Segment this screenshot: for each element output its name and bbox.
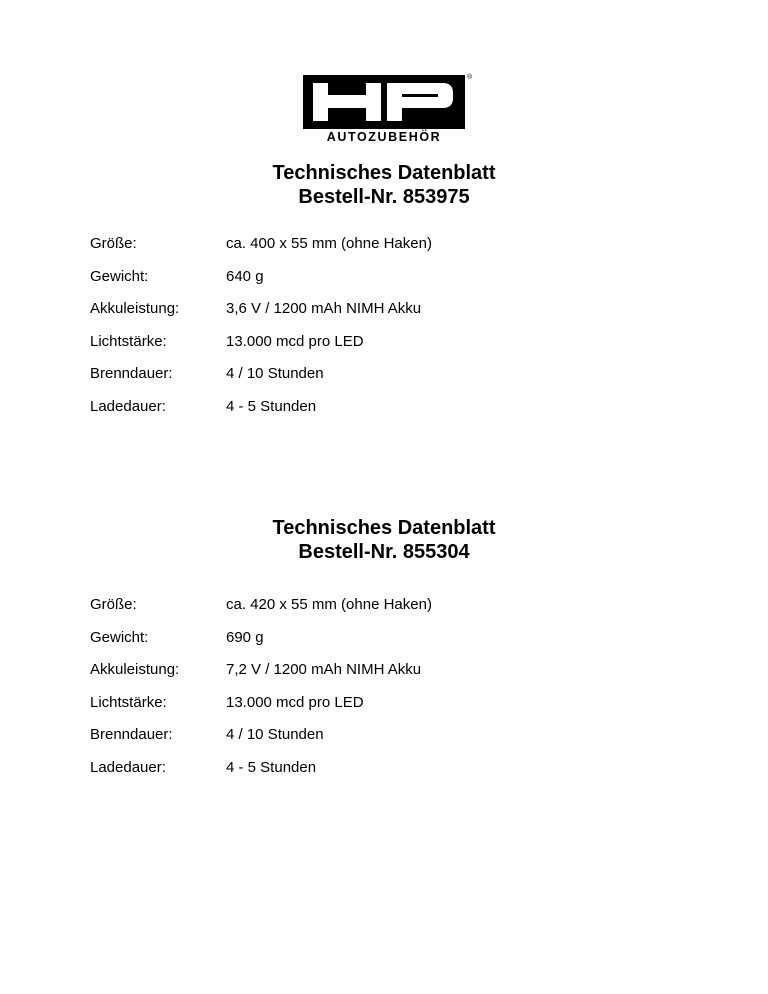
registered-mark: ® [467, 74, 473, 81]
hp-logo [303, 75, 473, 145]
spec-label: Ladedauer: [90, 397, 166, 415]
spec-row-size [90, 235, 690, 268]
spec-value: 640 g [226, 267, 264, 285]
sheet-2-order-number: Bestell-Nr. 855304 [298, 541, 470, 563]
spec-label: Größe: [90, 235, 137, 252]
spec-row-size [90, 596, 690, 629]
spec-label: Größe: [90, 596, 137, 613]
sheet-2-heading [0, 516, 768, 564]
spec-value: 4 - 5 Stunden [226, 758, 317, 776]
spec-value: 4 / 10 Stunden [226, 365, 324, 383]
spec-label: Lichtstärke: [90, 332, 167, 350]
spec-row-charge-time [90, 398, 690, 431]
spec-row-weight [90, 629, 690, 662]
spec-value: 4 / 10 Stunden [226, 726, 324, 744]
spec-row-weight [90, 268, 690, 301]
spec-row-burn-time [90, 365, 690, 398]
spec-label: Gewicht: [90, 267, 149, 285]
spec-row-battery [90, 661, 690, 694]
spec-value: ca. 400 x 55 mm (ohne Haken) [226, 235, 432, 252]
spec-row-burn-time [90, 726, 690, 759]
spec-label: Brenndauer: [90, 726, 173, 744]
spec-row-luminosity [90, 694, 690, 727]
spec-row-charge-time [90, 759, 690, 792]
sheet-2-title: Technisches Datenblatt [272, 517, 496, 539]
logo-caption: AUTOZUBEHÖR [326, 130, 442, 144]
spec-label: Akkuleistung: [90, 300, 180, 318]
sheet-1-title: Technisches Datenblatt [272, 162, 496, 184]
sheet-2-spec-table [90, 596, 690, 792]
spec-row-luminosity [90, 333, 690, 366]
spec-value: 4 - 5 Stunden [226, 397, 317, 415]
sheet-1-order-number: Bestell-Nr. 853975 [298, 186, 470, 208]
spec-label: Akkuleistung: [90, 661, 180, 679]
spec-value: 13.000 mcd pro LED [226, 332, 364, 350]
spec-value: 13.000 mcd pro LED [226, 693, 364, 711]
sheet-1-heading [0, 161, 768, 209]
sheet-1-spec-table [90, 235, 690, 431]
spec-value: 3,6 V / 1200 mAh NIMH Akku [226, 300, 422, 318]
spec-value: ca. 420 x 55 mm (ohne Haken) [226, 596, 432, 613]
hp-logo-mark [303, 75, 465, 129]
spec-value: 690 g [226, 628, 264, 646]
spec-label: Gewicht: [90, 628, 149, 646]
spec-label: Lichtstärke: [90, 693, 167, 711]
spec-label: Brenndauer: [90, 365, 173, 383]
spec-value: 7,2 V / 1200 mAh NIMH Akku [226, 661, 422, 679]
spec-row-battery [90, 300, 690, 333]
spec-label: Ladedauer: [90, 758, 166, 776]
